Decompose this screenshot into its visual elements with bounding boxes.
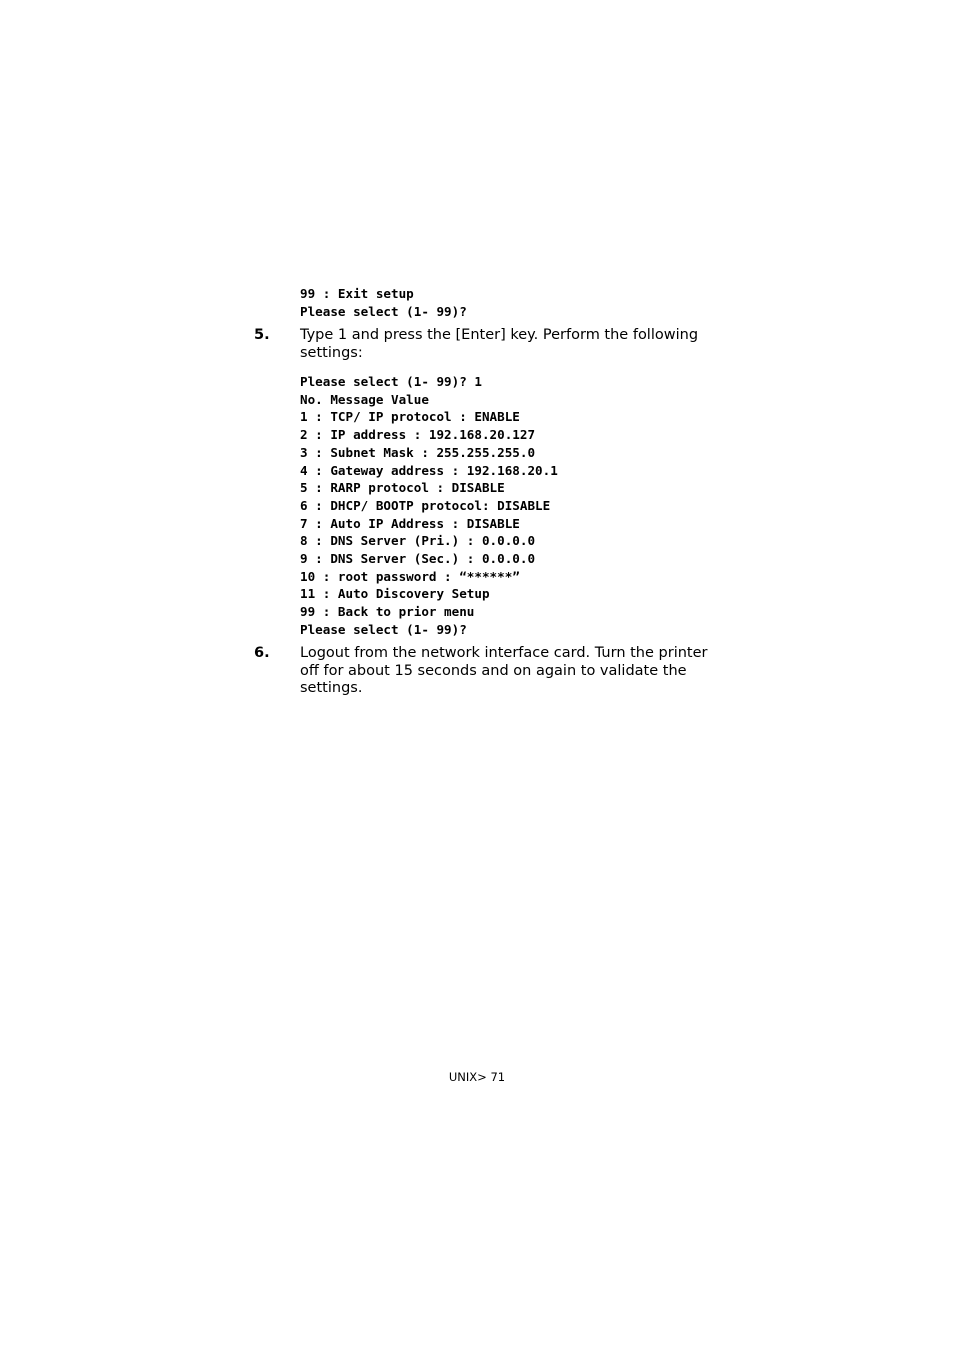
code-line: Please select (1- 99)? — [300, 621, 467, 637]
step-number: 5. — [254, 327, 270, 343]
code-line: Please select (1- 99)? 1 — [300, 374, 482, 389]
code-line: No. Message Value — [300, 391, 429, 407]
code-line: 9 : DNS Server (Sec.) : 0.0.0.0 — [300, 551, 536, 567]
code-line: Please select (1- 99)? — [300, 303, 467, 319]
code-line: 7 : Auto IP Address : DISABLE — [300, 515, 520, 531]
step-text: Logout from the network interface card. Turn the printer off for about 15 seconds and on again to validate the settings. — [300, 645, 708, 696]
step-text: Type 1 and press the [Enter] key. Perform the following settings: — [300, 327, 699, 361]
code-block-exit-setup — [300, 285, 467, 320]
code-line: 99 : Back to prior menu — [300, 604, 475, 620]
code-line: 99 : Exit setup — [300, 286, 414, 301]
code-line: 10 : root password : “******” — [300, 568, 520, 584]
code-line: 6 : DHCP/ BOOTP protocol: DISABLE — [300, 497, 551, 513]
code-line: 5 : RARP protocol : DISABLE — [300, 480, 505, 496]
page-footer: UNIX> 71 — [448, 1070, 506, 1084]
code-line: 11 : Auto Discovery Setup — [300, 586, 490, 602]
code-line: 4 : Gateway address : 192.168.20.1 — [300, 462, 558, 478]
code-line: 2 : IP address : 192.168.20.127 — [300, 427, 536, 443]
code-line: 3 : Subnet Mask : 255.255.255.0 — [300, 444, 536, 460]
code-line: 8 : DNS Server (Pri.) : 0.0.0.0 — [300, 533, 536, 549]
code-block-settings-menu — [300, 373, 558, 639]
step-number: 6. — [254, 645, 270, 661]
code-line: 1 : TCP/ IP protocol : ENABLE — [300, 409, 520, 425]
